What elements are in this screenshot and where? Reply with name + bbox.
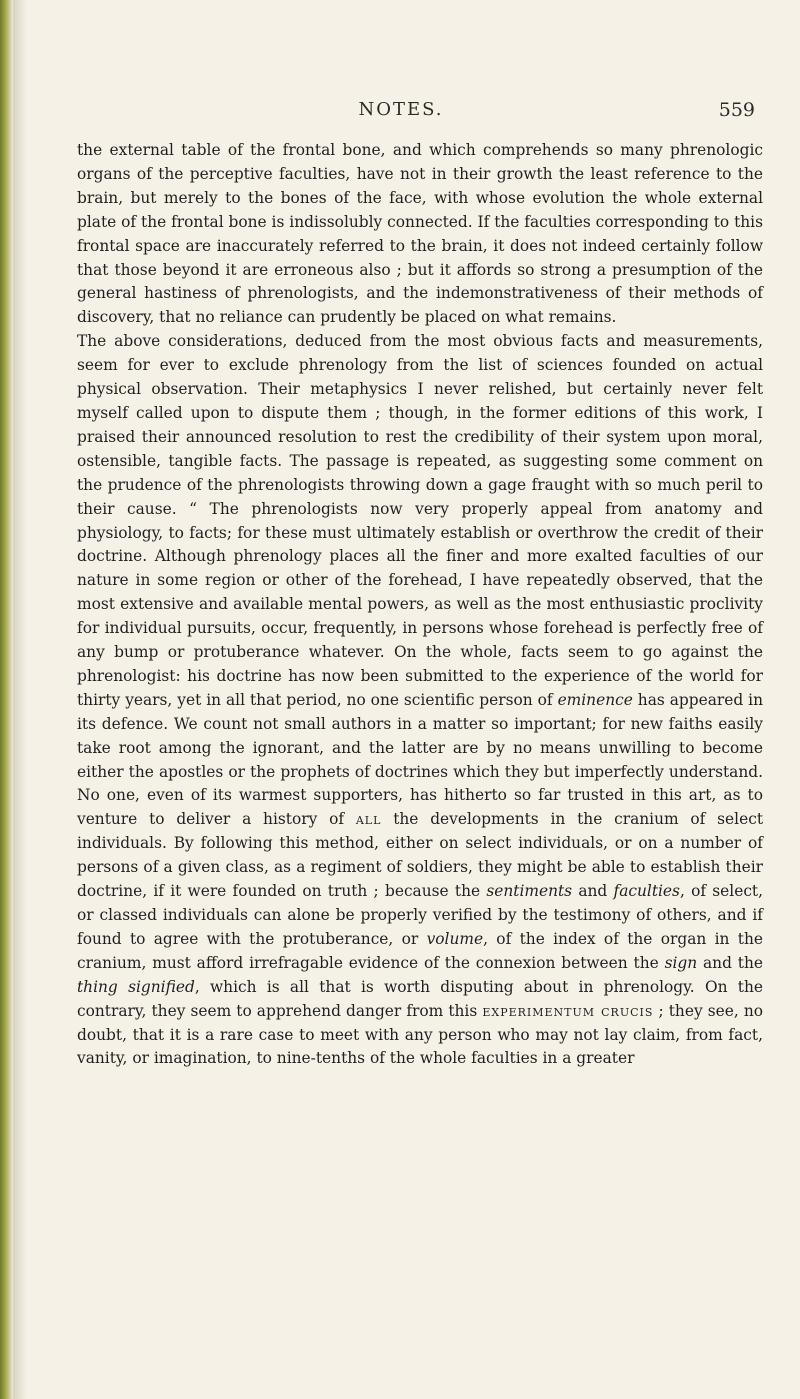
smallcaps-word-all: all — [355, 810, 382, 829]
text-segment: , of select, or classed individuals can alone be properly verified by the testimony of others, and if found to agree with the protuberance, or — [77, 882, 764, 948]
running-title: NOTES. — [358, 99, 444, 120]
italic-word-volume: volume — [426, 929, 484, 948]
page-number: 559 — [718, 99, 755, 121]
text-segment: and the — [697, 953, 763, 972]
text-segment: has appeared in its defence. We count not small authors in a matter so important; for new faiths easily take root among the ignorant, and the latter are by no means unwilling to become either the apostles or the prophets of doctrines which they but imperfectly understand. No one, even of its warmest supporters, has hitherto so far trusted in this art, as to venture to deliver a history of — [77, 690, 763, 829]
page-binding-edge — [0, 0, 13, 1399]
italic-word-sign: sign — [664, 953, 698, 972]
text-segment: and — [572, 882, 614, 901]
running-head — [0, 99, 800, 129]
text-segment: , which is all that is worth disputing about in phrenology. On the contrary, they seem to apprehend danger from this — [77, 977, 763, 1020]
text-segment: The above considerations, deduced from the most obvious facts and measurements, seem for ever to exclude phrenology from the list of sciences founded on actual physical observation. Their metaphysics I never relished, but certainly never felt myself called upon to dispute them ; though, in the former editions of this work, I praised their announced resolution to rest the credibility of their system upon moral, ostensible, tangible facts. The passage is repeated, as suggesting some comment on the prudence of the phrenologists throwing down a gage fraught with so much peril to their cause. “ The phrenologists now very properly appeal from anatomy and physiology, to facts; for these must ultimately establish or overthrow the credit of their doctrine. Although phrenology places all the finer and more exalted faculties of our nature in some region or other of the forehead, I have repeatedly observed, that the most extensive and available mental powers, as well as the most enthusiastic proclivity for individual pursuits, occur, frequently, in persons whose forehead is perfectly free of any bump or protuberance whatever. On the whole, facts seem to go against the phrenologist: his doctrine has now been submitted to the experience of the world for thirty years, yet in all that period, no one scientific person of — [77, 332, 763, 709]
text-segment: , of the index of the organ in the cranium, must afford irrefragable evidence of the connexion between the — [77, 929, 763, 972]
paragraph-continued: the external table of the frontal bone, and which comprehends so many phrenologic organs of the perceptive faculties, have not in their growth the least reference to the brain, but merely to the bones of the face, with whose evolution the whole external plate of the frontal bone is indissolubly connected. If the faculties corresponding to this frontal space are inaccurately referred to the brain, it does not indeed certainly follow that those beyond it are erroneous also ; but it affords so strong a presumption of the general hastiness of phrenologists, and the indemonstrativeness of their methods of discovery, that no reliance can prudently be placed on what remains. — [77, 141, 763, 327]
smallcaps-phrase-experimentum-crucis: experimentum crucis — [482, 1001, 654, 1020]
body-text — [77, 139, 763, 1071]
text-segment: the developments in the cranium of select individuals. By following this method, either on select individuals, or on a number of persons of a given class, as a regiment of soldiers, they might be able to establish their doctrine, if it were founded on truth ; because the — [77, 810, 764, 901]
italic-phrase-thing-signified: thing signified — [77, 977, 195, 996]
page-gutter-shadow — [13, 0, 27, 1399]
text-segment: ; they see, no doubt, that it is a rare case to meet with any person who may not lay claim, from fact, vanity, or imagination, to nine-tenths of the whole faculties in a greater — [77, 1001, 763, 1068]
italic-word-eminence: eminence — [557, 690, 633, 709]
paragraph-phrenology — [77, 330, 763, 1071]
italic-word-faculties: faculties — [613, 882, 680, 901]
italic-word-sentiments: sentiments — [486, 882, 573, 901]
